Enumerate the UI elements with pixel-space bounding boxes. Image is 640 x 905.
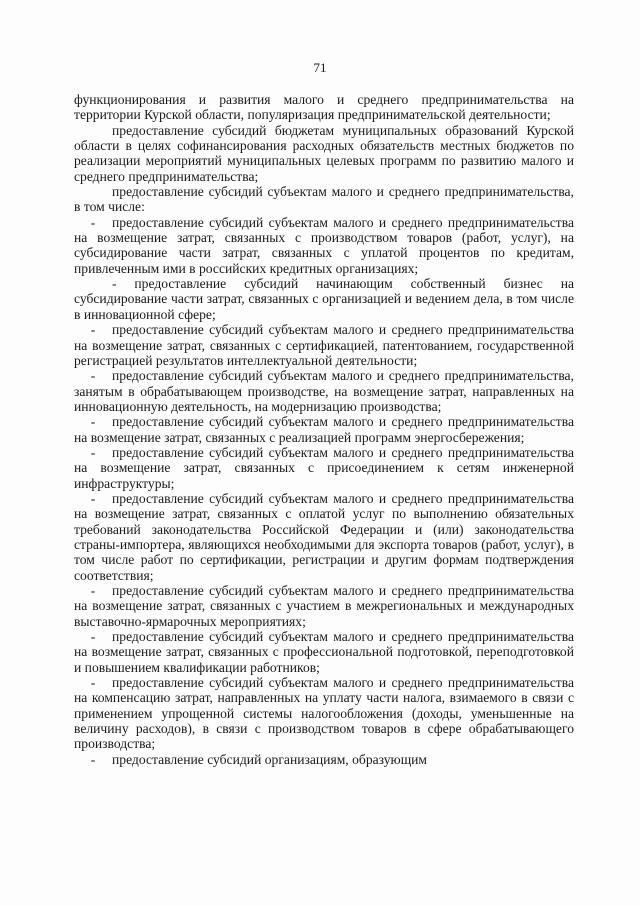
- document-body: [74, 92, 574, 767]
- list-dash: -: [90, 629, 96, 645]
- list-dash: -: [90, 583, 96, 598]
- paragraph-8: - предоставление субсидий субъектам малого и среднего предпринимательства на возмещение затрат, связанных с реализацией программ энергосбережения;: [74, 414, 574, 445]
- paragraph-4: - предоставление субсидий субъектам малого и среднего предпринимательства на возмещение затрат, связанных с производством товаров (работ, услуг), на субсидирование части затрат, связанных с уплатой процентов по кредитам, привлеченным ими в российских кредитных организациях;: [74, 214, 574, 276]
- paragraph-12: - предоставление субсидий субъектам малого и среднего предпринимательства на возмещение затрат, связанных с профессиональной подготовкой, переподготовкой и повышением квалификации работников;: [74, 629, 574, 675]
- paragraph-11: - предоставление субсидий субъектам малого и среднего предпринимательства на возмещение затрат, связанных с участием в межрегиональных и международных выставочно-ярмарочных мероприятиях;: [74, 583, 574, 629]
- list-dash: -: [90, 368, 96, 384]
- paragraph-7: - предоставление субсидий субъектам малого и среднего предпринимательства, занятым в обрабатывающем производстве, на возмещение затрат, направленных на инновационную деятельность, на модернизацию производства;: [74, 368, 574, 414]
- list-dash: -: [90, 444, 96, 460]
- paragraph-6: - предоставление субсидий субъектам малого и среднего предпринимательства на возмещение затрат, связанных с сертификацией, патентованием, государственной регистрацией результатов интеллектуальной деятельности;: [74, 322, 574, 368]
- paragraph-3: предоставление субсидий субъектам малого и среднего предпринимательства, в том числе:: [74, 184, 574, 215]
- paragraph-13: - предоставление субсидий субъектам малого и среднего предпринимательства на компенсацию затрат, направленных на уплату части налога, взимаемого в связи с применением упрощенной системы налогообложения (доходы, уменьшенные на величину расходов), в связи с производством товаров в сфере обрабатывающего производства;: [74, 675, 574, 752]
- paragraph-5: - предоставление субсидий начинающим собственный бизнес на субсидирование части затрат, связанных с организацией и ведением дела, в том числе в инновационной сфере;: [74, 276, 574, 322]
- list-dash: -: [90, 322, 96, 338]
- list-dash: -: [90, 751, 96, 767]
- paragraph-10: - предоставление субсидий субъектам малого и среднего предпринимательства на возмещение затрат, связанных с оплатой услуг по выполнению обязательных требований законодательства Российской Федерации и (или) законодательства страны-импортера, являющихся необходимыми для экспорта товаров (работ, услуг), в том числе работ по сертификации, регистрации и другим формам подтверждения соответствия;: [74, 490, 574, 583]
- paragraph-1: функционирования и развития малого и среднего предпринимательства на территории Курской области, популяризация предпринимательской деятельности;: [74, 92, 574, 123]
- list-dash: -: [90, 675, 96, 691]
- page-number: 71: [313, 60, 327, 75]
- paragraph-2: предоставление субсидий бюджетам муниципальных образований Курской области в целях софинансирования расходных обязательств местных бюджетов по реализации мероприятий муниципальных целевых программ по развитию малого и среднего предпринимательства;: [74, 122, 574, 184]
- list-dash: -: [90, 490, 96, 506]
- list-dash: -: [90, 414, 96, 430]
- paragraph-14: - предоставление субсидий организациям, образующим: [74, 752, 574, 767]
- list-dash: -: [90, 214, 96, 230]
- paragraph-9: - предоставление субсидий субъектам малого и среднего предпринимательства на возмещение затрат, связанных с присоединением к сетям инженерной инфраструктуры;: [74, 444, 574, 491]
